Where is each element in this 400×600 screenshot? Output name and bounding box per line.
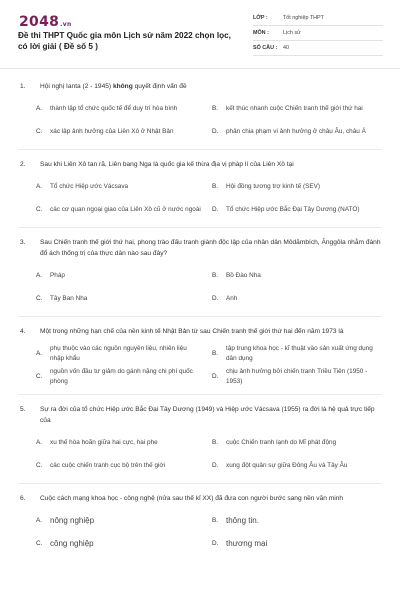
option-letter: D. <box>212 373 219 380</box>
answer-option-c[interactable] <box>36 532 206 555</box>
option-letter: A. <box>36 350 43 357</box>
option-text: tập trung khoa học - kĩ thuật vào sản xuất ứng dụng dân dụng <box>226 345 373 362</box>
question-text <box>40 237 382 259</box>
answer-options <box>18 509 382 555</box>
option-text: Bồ Đào Nha <box>226 271 261 279</box>
option-text: cuộc Chiến tranh lạnh do Mĩ phát động <box>226 438 337 446</box>
meta-value: 40 <box>283 45 289 51</box>
answer-option-c[interactable] <box>36 454 206 477</box>
option-letter: B. <box>212 350 219 357</box>
answer-option-c[interactable] <box>36 120 206 143</box>
option-letter: B. <box>212 439 219 446</box>
question-text <box>40 159 382 170</box>
site-logo[interactable] <box>19 14 72 30</box>
answer-option-b[interactable] <box>212 431 382 454</box>
option-text: Pháp <box>50 271 65 279</box>
option-text: chịu ảnh hưởng bởi chiến tranh Triều Tiên (1950 - 1953) <box>226 368 368 385</box>
question-text <box>40 404 382 426</box>
option-letter: A. <box>36 105 43 112</box>
question-text-part: Một trong những hạn chế của nền kinh tế Nhật Bản từ sau Chiến tranh thế giới thứ hai đến năm 1973 là <box>40 328 344 335</box>
question-text-part: Cuộc cách mạng khoa học - công nghệ (nửa sau thế kỉ XX) đã đưa con người bước sang nền văn minh <box>40 495 344 502</box>
question-stem <box>18 72 382 97</box>
meta-value: Tốt nghiệp THPT <box>283 15 324 21</box>
question-item <box>0 228 400 317</box>
answer-option-b[interactable] <box>212 342 382 365</box>
answer-options <box>18 175 382 221</box>
option-text: Hội đồng tương trợ kinh tế (SEV) <box>226 182 321 190</box>
option-text: công nghiệp <box>50 538 94 548</box>
question-stem <box>18 484 382 509</box>
answer-option-b[interactable] <box>212 264 382 287</box>
question-stem <box>18 150 382 175</box>
answer-option-a[interactable] <box>36 431 206 454</box>
answer-option-c[interactable] <box>36 198 206 221</box>
question-text-part: Sau Chiến tranh thế giới thứ hai, phong trào đấu tranh giành độc lập của nhân dân Môdămbích, Ănggôla nhằm đánh đổ ách thống trị của thực dân nào sau đây? <box>40 239 381 257</box>
answer-option-d[interactable] <box>212 454 382 477</box>
option-letter: B. <box>212 183 219 190</box>
meta-key: LỚP : <box>253 15 268 21</box>
answer-option-d[interactable] <box>212 365 382 388</box>
option-letter: B. <box>212 272 219 279</box>
option-letter: D. <box>212 462 219 469</box>
option-letter: A. <box>36 439 43 446</box>
option-letter: A. <box>36 183 43 190</box>
question-stem <box>18 228 382 264</box>
option-letter: A. <box>36 517 43 524</box>
question-item <box>0 395 400 484</box>
option-letter: D. <box>212 206 219 213</box>
answer-option-b[interactable] <box>212 175 382 198</box>
option-letter: C. <box>36 295 43 302</box>
answer-option-d[interactable] <box>212 532 382 555</box>
question-item <box>0 317 400 395</box>
answer-options <box>18 431 382 477</box>
question-text-part: quyết định vấn đề <box>132 83 187 90</box>
option-text: Anh <box>226 294 238 302</box>
answer-option-c[interactable] <box>36 365 206 388</box>
header-divider <box>0 68 400 69</box>
answer-option-a[interactable] <box>36 264 206 287</box>
question-text-part: Hội nghị Ianta (2 - 1945) <box>40 83 113 90</box>
answer-option-a[interactable] <box>36 342 206 365</box>
option-letter: A. <box>36 272 43 279</box>
option-letter: C. <box>36 206 43 213</box>
question-stem <box>18 395 382 431</box>
question-number: 2. <box>20 161 26 168</box>
option-text: Tổ chức Hiệp ước Vácsava <box>50 182 129 190</box>
question-number: 1. <box>20 83 26 90</box>
answer-option-a[interactable] <box>36 175 206 198</box>
option-text: Tây Ban Nha <box>50 294 88 302</box>
question-text-emphasis: không <box>112 83 133 90</box>
option-text: xu thế hòa hoãn giữa hai cực, hai phe <box>50 438 158 446</box>
question-text <box>40 81 382 92</box>
option-letter: C. <box>36 462 43 469</box>
option-letter: B. <box>212 105 219 112</box>
option-text: các cuộc chiến tranh cục bộ trên thế giới <box>50 461 166 469</box>
question-number: 4. <box>20 328 26 335</box>
answer-options <box>18 264 382 310</box>
exam-meta <box>253 11 383 56</box>
answer-option-d[interactable] <box>212 198 382 221</box>
option-letter: D. <box>212 540 219 547</box>
option-text: nguồn vốn đầu tư giảm do gánh nặng chi phí quốc phòng <box>50 368 193 385</box>
option-letter: B. <box>212 517 219 524</box>
question-number: 3. <box>20 239 26 246</box>
option-text: các cơ quan ngoại giao của Liên Xô cũ ở nước ngoài <box>50 205 201 213</box>
question-number: 5. <box>20 406 26 413</box>
option-letter: C. <box>36 373 43 380</box>
question-text-part: Sự ra đời của tổ chức Hiệp ước Bắc Đại Tây Dương (1949) và Hiệp ước Vácsava (1955) ra đời là hệ quả trực tiếp của <box>40 406 375 424</box>
meta-key: SỐ CÂU : <box>253 45 278 51</box>
question-list <box>0 72 400 555</box>
option-text: thương mại <box>226 538 268 548</box>
answer-option-d[interactable] <box>212 287 382 310</box>
exam-title: Đề thi THPT Quốc gia môn Lịch sử năm 2022 chọn lọc, có lời giải ( Đề số 5 ) <box>18 31 231 51</box>
option-text: Tổ chức Hiệp ước Bắc Đại Tây Dương (NATO) <box>226 205 360 213</box>
answer-option-a[interactable] <box>36 509 206 532</box>
option-text: thành lập tổ chức quốc tế để duy trì hòa bình <box>50 104 178 112</box>
answer-options <box>18 342 382 388</box>
question-text <box>40 326 382 337</box>
option-text: xung đột quân sự giữa Đông Âu và Tây Âu <box>226 461 348 469</box>
logo-tld: .vn <box>60 21 72 28</box>
option-letter: C. <box>36 540 43 547</box>
answer-option-c[interactable] <box>36 287 206 310</box>
answer-option-a[interactable] <box>36 97 206 120</box>
question-number: 6. <box>20 495 26 502</box>
answer-option-b[interactable] <box>212 509 382 532</box>
question-item <box>0 72 400 150</box>
meta-key: MÔN : <box>253 30 269 36</box>
question-text-part: Sau khi Liên Xô tan rã, Liên bang Nga là quốc gia kế thừa địa vị pháp lí của Liên Xô tại <box>40 161 294 168</box>
answer-option-b[interactable] <box>212 97 382 120</box>
option-text: kết thúc nhanh cuộc Chiến tranh thế giới thứ hai <box>226 104 363 112</box>
option-letter: D. <box>212 295 219 302</box>
page-header <box>0 0 400 70</box>
option-text: thông tin. <box>226 515 259 525</box>
meta-row <box>253 11 383 26</box>
option-text: phân chia phạm vi ảnh hưởng ở châu Âu, châu Á <box>226 127 366 135</box>
answer-option-d[interactable] <box>212 120 382 143</box>
option-text: phụ thuộc vào các nguồn nguyên liệu, nhiên liệu nhập khẩu <box>50 345 187 362</box>
answer-options <box>18 97 382 143</box>
meta-row <box>253 41 383 56</box>
meta-row <box>253 26 383 41</box>
option-letter: D. <box>212 128 219 135</box>
question-item <box>0 484 400 555</box>
question-text <box>40 493 382 504</box>
option-letter: C. <box>36 128 43 135</box>
option-text: xác lập ảnh hưởng của Liên Xô ở Nhật Bản <box>50 127 174 135</box>
question-item <box>0 150 400 228</box>
logo-text: 2048 <box>19 14 60 30</box>
option-text: nông nghiệp <box>50 515 95 525</box>
question-stem <box>18 317 382 342</box>
meta-value: Lịch sử <box>283 30 301 36</box>
